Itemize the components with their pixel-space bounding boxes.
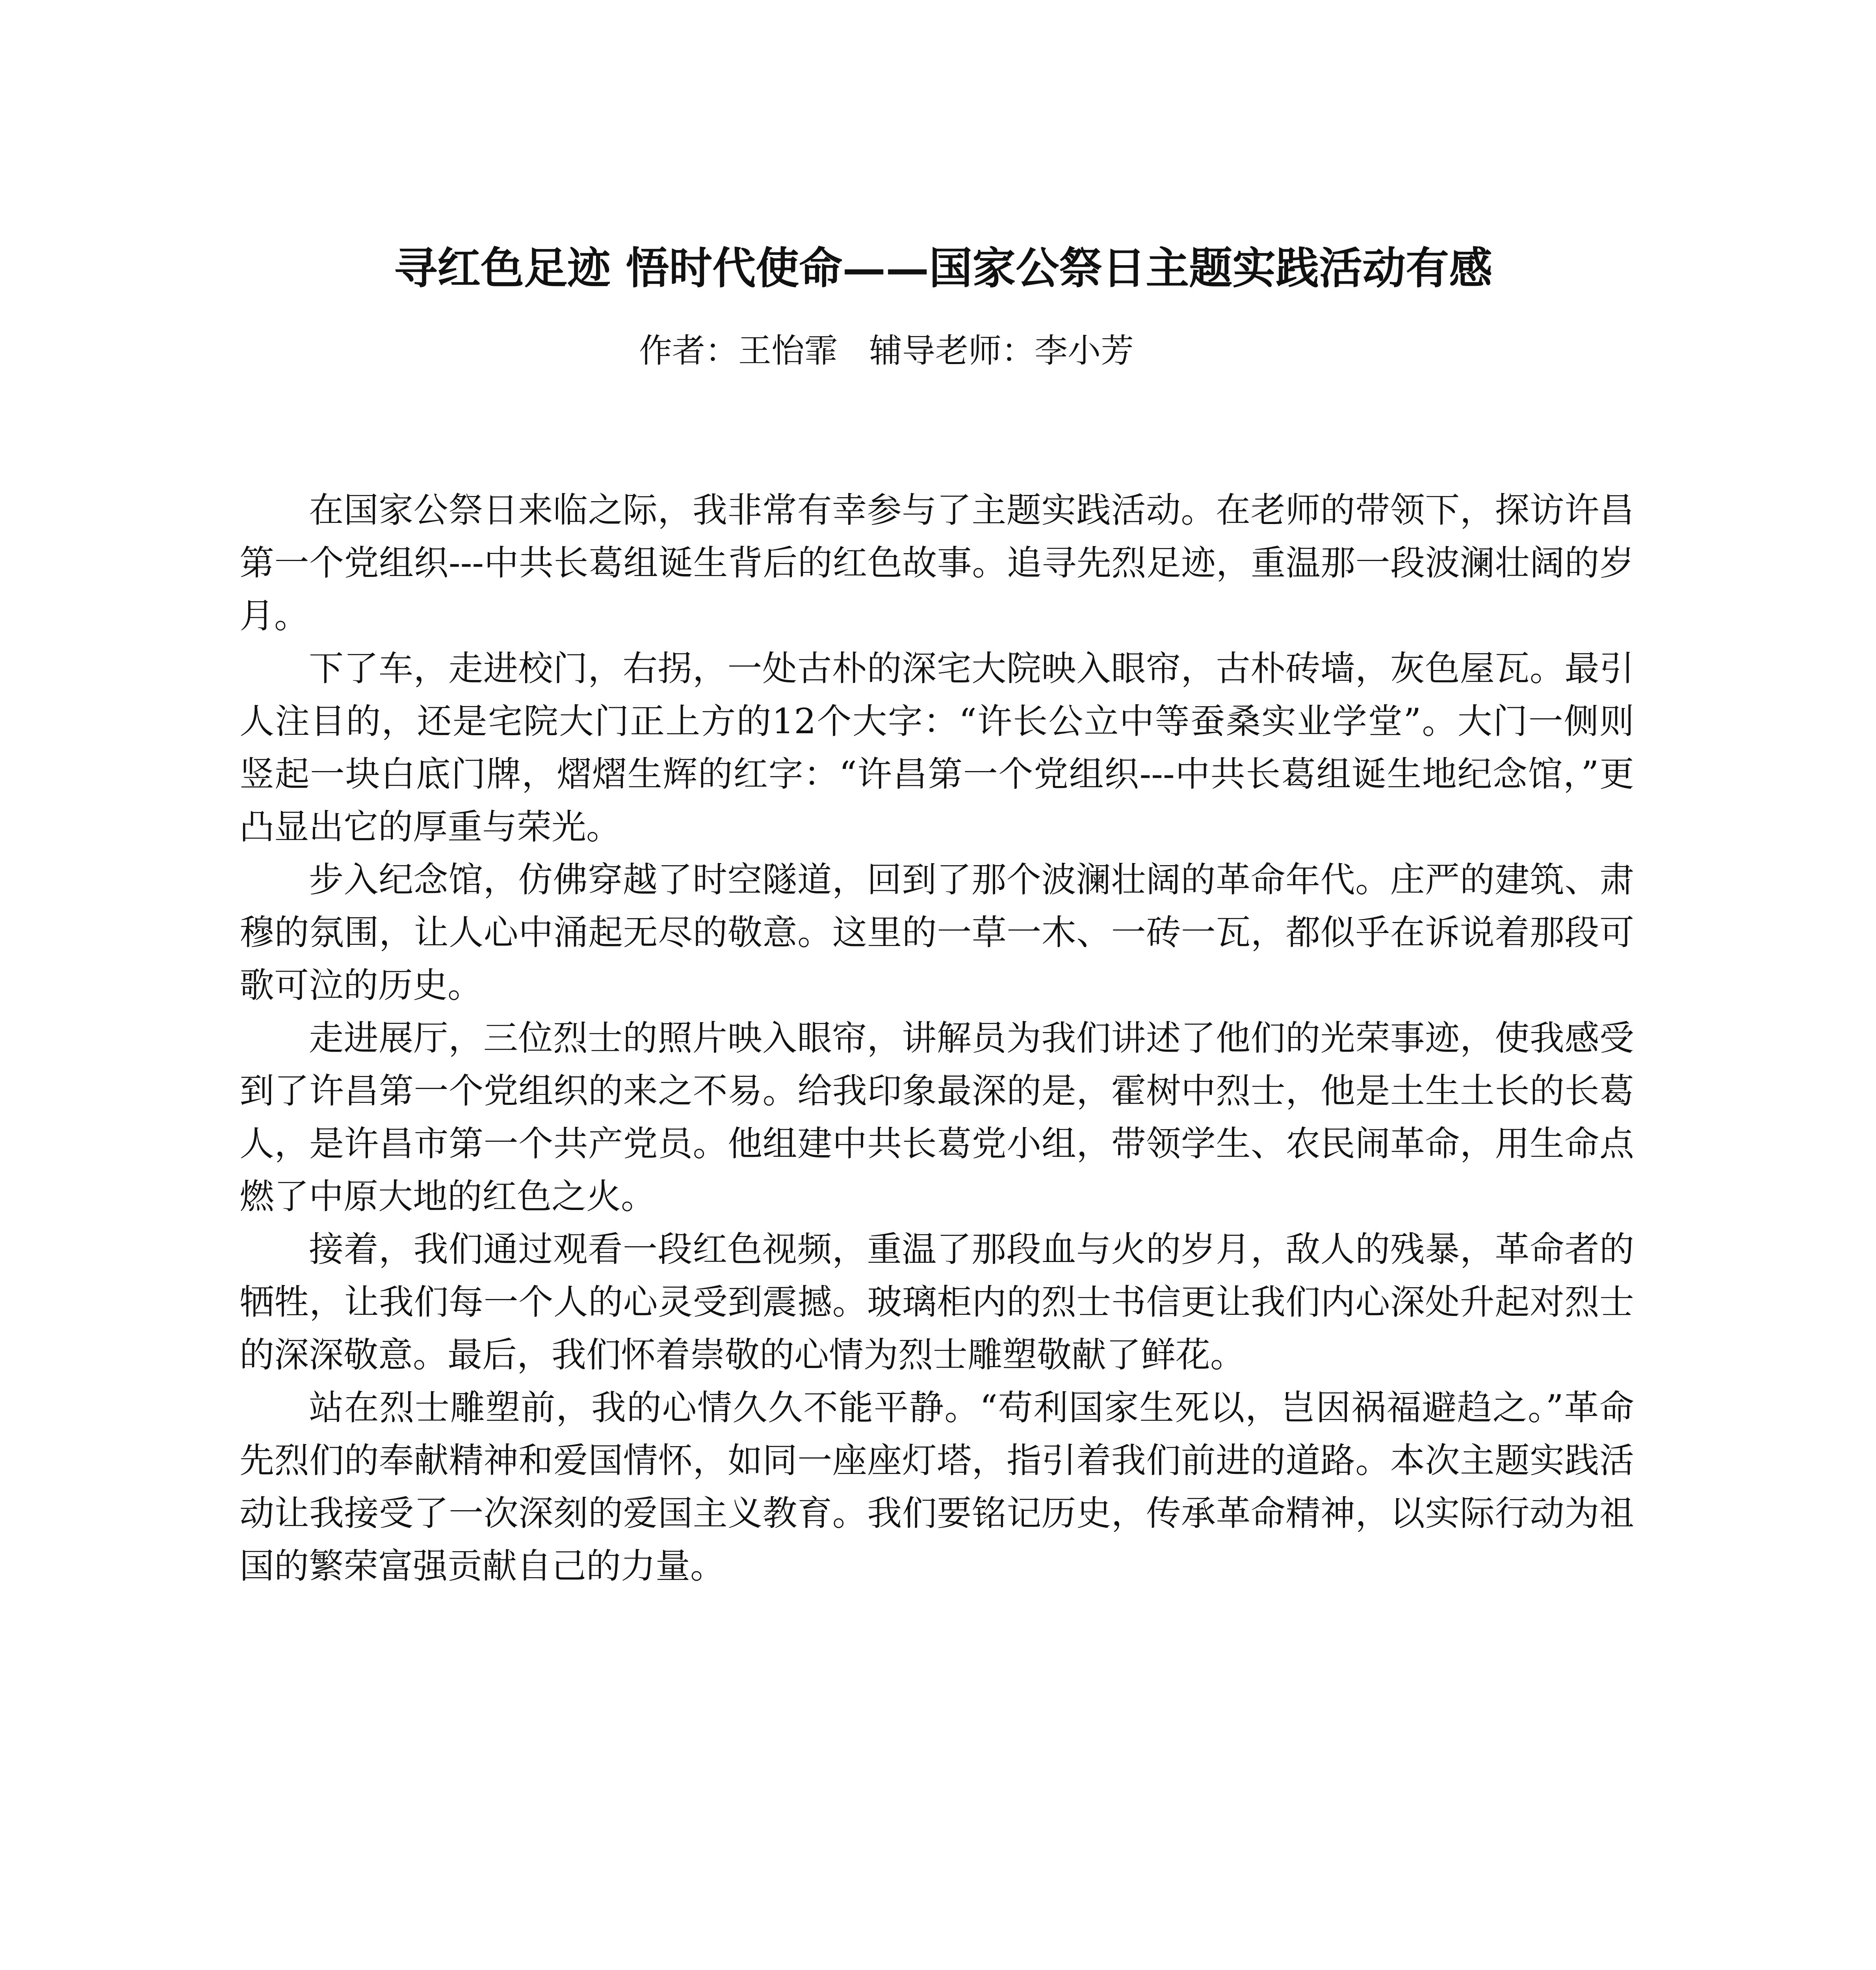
paragraph-3: 步入纪念馆，仿佛穿越了时空隧道，回到了那个波澜壮阔的革命年代。庄严的建筑、肃穆的氛围，让人心中涌起无尽的敬意。这里的一草一木、一砖一瓦，都似乎在诉说着那段可歌可泣的历史。 — [240, 859, 1634, 1005]
document-title: 寻红色足迹 悟时代使命——国家公祭日主题实践活动有感 — [394, 243, 1493, 294]
paragraph-4: 走进展厅，三位烈士的照片映入眼帘，讲解员为我们讲述了他们的光荣事迹，使我感受到了许昌第一个党组织的来之不易。给我印象最深的是，霍树中烈士，他是土生土长的长葛人，是许昌市第一个共产党员。他组建中共长葛党小组，带领学生、农民闹革命，用生命点燃了中原大地的红色之火。 — [240, 1018, 1634, 1217]
paragraph-2: 下了车，走进校门，右拐，一处古朴的深宅大院映入眼帘，古朴砖墙，灰色屋瓦。最引人注目的，还是宅院大门正上方的12个大字：“许长公立中等蚕桑实业学堂”。大门一侧则竖起一块白底门牌，熠熠生辉的红字：“许昌第一个党组织---中共长葛组诞生地纪念馆，”更凸显出它的厚重与荣光。 — [240, 648, 1634, 847]
paragraph-6: 站在烈士雕塑前，我的心情久久不能平静。“苟利国家生死以，岂因祸福避趋之。”革命先烈们的奉献精神和爱国情怀，如同一座座灯塔，指引着我们前进的道路。本次主题实践活动让我接受了一次深刻的爱国主义教育。我们要铭记历史，传承革命精神，以实际行动为祖国的繁荣富强贡献自己的力量。 — [240, 1387, 1634, 1586]
paragraph-5: 接着，我们通过观看一段红色视频，重温了那段血与火的岁月，敌人的残暴，革命者的牺牲，让我们每一个人的心灵受到震撼。玻璃柜内的烈士书信更让我们内心深处升起对烈士的深深敬意。最后，我们怀着崇敬的心情为烈士雕塑敬献了鲜花。 — [240, 1229, 1634, 1375]
author-byline: 作者：王怡霏 辅导老师：李小芳 — [639, 331, 1134, 370]
article-body — [240, 484, 1634, 1593]
paragraph-1: 在国家公祭日来临之际，我非常有幸参与了主题实践活动。在老师的带领下，探访许昌第一个党组织---中共长葛组诞生背后的红色故事。追寻先烈足迹，重温那一段波澜壮阔的岁月。 — [240, 490, 1634, 636]
